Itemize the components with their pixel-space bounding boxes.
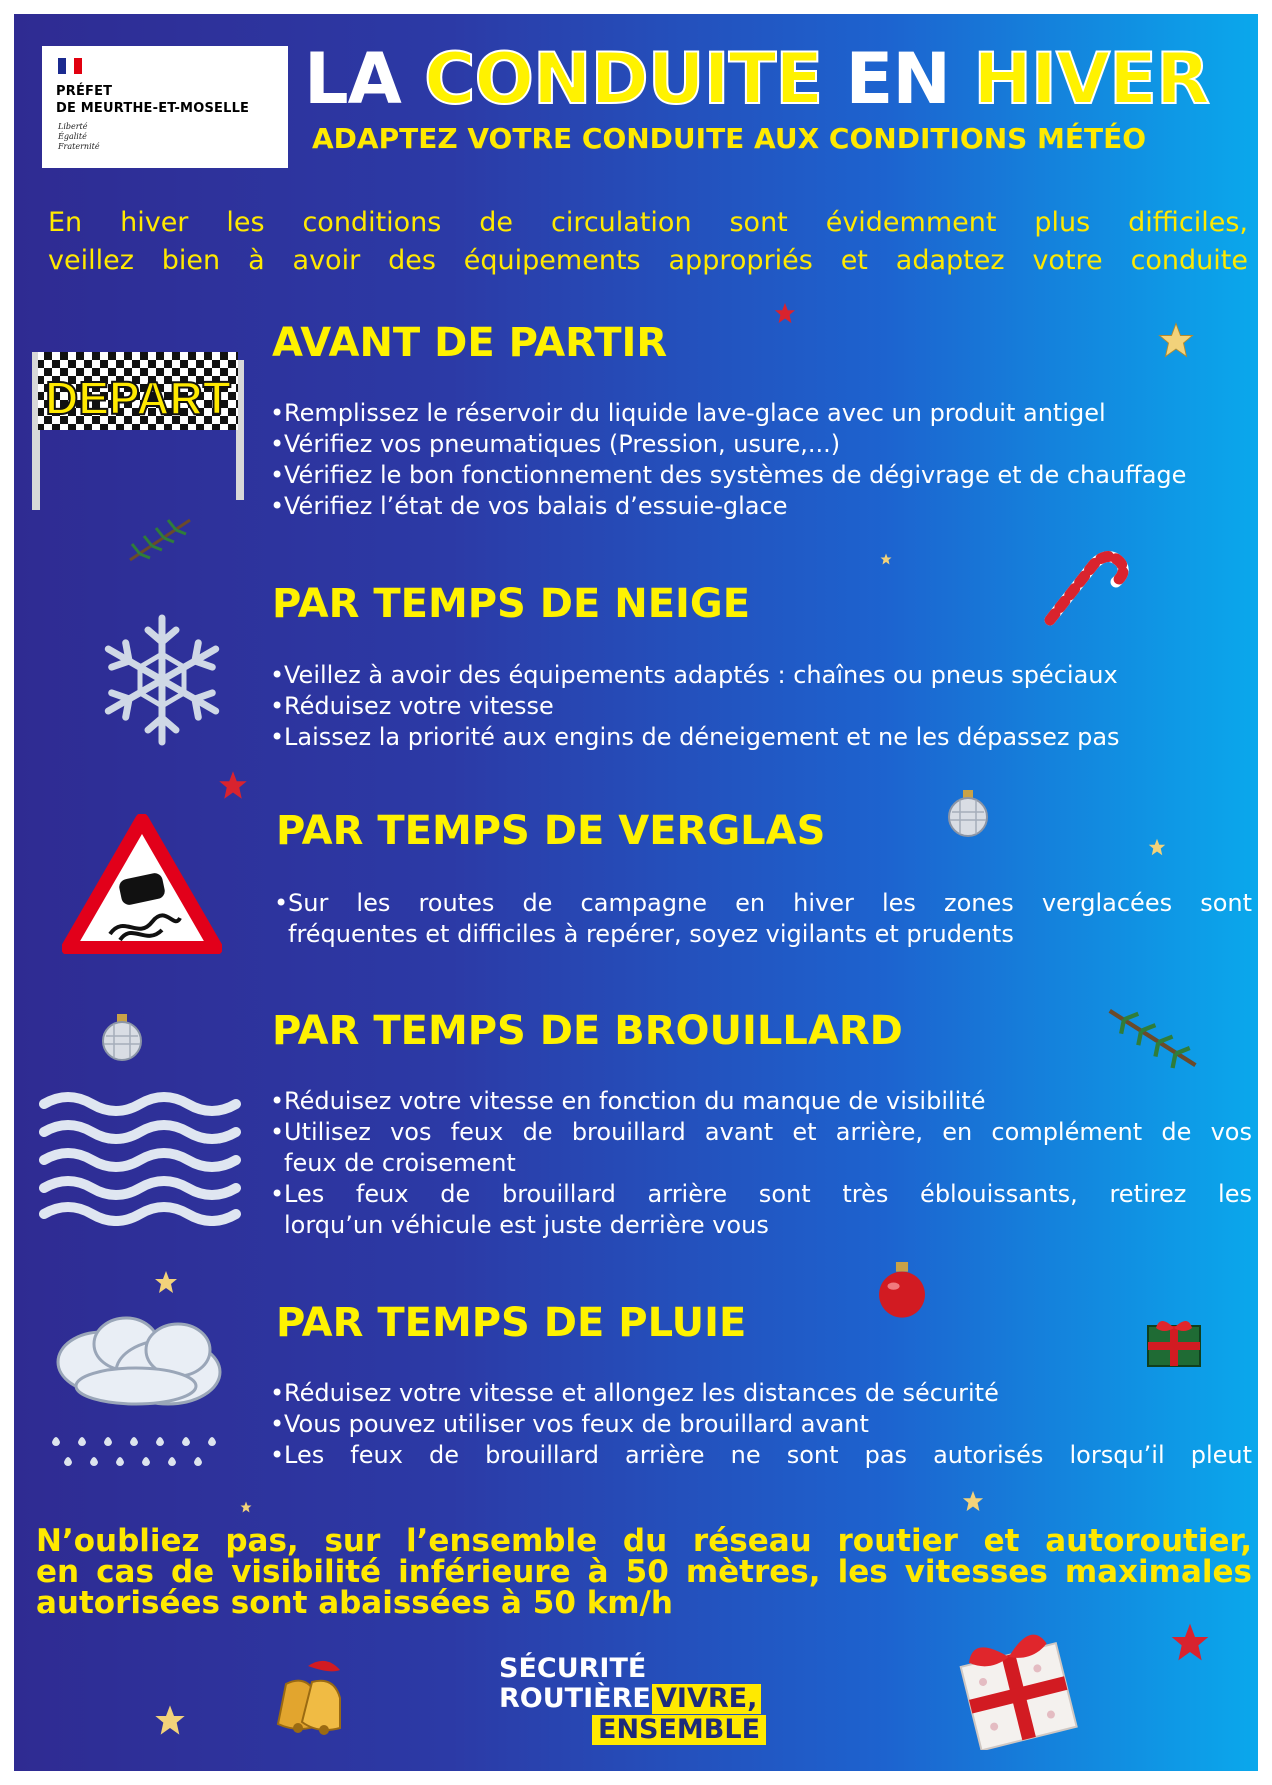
list-item xyxy=(276,888,1252,950)
list-item: • Vous pouvez utiliser vos feux de brouillard avant xyxy=(272,1409,1252,1440)
section-bullets-pluie xyxy=(272,1378,1252,1471)
star-icon xyxy=(880,550,892,569)
list-item xyxy=(272,1117,1252,1179)
list-item-line-1: Réduisez votre vitesse en fonction du manque de visibilité xyxy=(284,1087,986,1115)
speed-reminder xyxy=(36,1523,1252,1621)
gift-icon xyxy=(952,1630,1082,1754)
fir-branch-icon xyxy=(1104,998,1204,1082)
page-subtitle: ADAPTEZ VOTRE CONDUITE AUX CONDITIONS MÉTÉO xyxy=(312,122,1147,155)
candy-cane-icon xyxy=(1042,548,1132,632)
prefecture-logo xyxy=(42,46,288,168)
title-part-1: LA xyxy=(304,38,425,120)
snowflake-icon xyxy=(92,610,232,754)
list-item: • Veillez à avoir des équipements adaptés : chaînes ou pneus spéciaux xyxy=(272,660,1252,691)
fir-branch-icon xyxy=(126,514,196,568)
fog-icon xyxy=(38,1086,248,1230)
intro-line-2: veillez bien à avoir des équipements appropriés et adaptez votre conduite xyxy=(48,245,1248,276)
sr-ensemble: ENSEMBLE xyxy=(592,1715,766,1745)
title-part-2: EN xyxy=(822,38,974,120)
star-icon xyxy=(774,302,796,328)
list-item: • Vérifiez le bon fonctionnement des systèmes de dégivrage et de chauffage xyxy=(272,460,1252,491)
section-title-verglas: PAR TEMPS DE VERGLAS xyxy=(276,808,826,854)
list-item-line-2: feux de croisement xyxy=(284,1149,516,1177)
section-bullets-verglas xyxy=(276,888,1252,950)
list-item: • Vérifiez vos pneumatiques (Pression, usure,...) xyxy=(272,429,1252,460)
sr-vivre: VIVRE, xyxy=(652,1684,761,1714)
list-item: • Remplissez le réservoir du liquide lave-glace avec un produit antigel xyxy=(272,398,1252,429)
logo-motto-1: Liberté xyxy=(58,122,88,131)
star-icon xyxy=(240,1498,252,1517)
list-item-line-1: Sur les routes de campagne en hiver les zones verglacées sont xyxy=(288,889,1252,917)
rain-cloud-icon xyxy=(40,1310,240,1474)
title-highlight-2: HIVER xyxy=(973,38,1209,120)
star-icon xyxy=(1170,1622,1210,1666)
depart-banner-icon xyxy=(28,352,253,516)
list-item-line-2: fréquentes et difficiles à repérer, soyez vigilants et prudents xyxy=(288,920,1014,948)
logo-motto-3: Fraternité xyxy=(58,142,100,151)
section-title-neige: PAR TEMPS DE NEIGE xyxy=(272,581,751,627)
sr-line-2: ROUTIÈRE xyxy=(499,1683,651,1714)
section-bullets-neige xyxy=(272,660,1252,753)
list-item xyxy=(272,1086,1252,1117)
star-icon xyxy=(154,1270,178,1298)
section-title-avant-de-partir: AVANT DE PARTIR xyxy=(272,320,668,366)
intro-line-1: En hiver les conditions de circulation sont évidemment plus difficiles, xyxy=(48,207,1248,238)
title-highlight-1: CONDUITE xyxy=(424,38,823,120)
list-item xyxy=(272,1179,1252,1241)
list-item: • Vérifiez l’état de vos balais d’essuie-glace xyxy=(272,491,1252,522)
slippery-road-sign-icon xyxy=(62,814,222,958)
list-item: • Réduisez votre vitesse et allongez les distances de sécurité xyxy=(272,1378,1252,1409)
bauble-icon xyxy=(874,1262,930,1324)
gift-icon xyxy=(1144,1316,1204,1374)
logo-line-1: PRÉFET xyxy=(56,84,113,99)
poster xyxy=(14,14,1258,1771)
logo-motto-2: Égalité xyxy=(58,132,87,141)
page-title xyxy=(304,38,1209,120)
list-item: • Laissez la priorité aux engins de déneigement et ne les dépassez pas xyxy=(272,722,1252,753)
list-item-line-1: Utilisez vos feux de brouillard avant et arrière, en complément de vos xyxy=(284,1118,1252,1146)
star-icon xyxy=(154,1704,186,1740)
logo-line-2: DE MEURTHE-ET-MOSELLE xyxy=(56,101,250,116)
reminder-line-3: autorisées sont abaissées à 50 km/h xyxy=(36,1585,673,1621)
depart-label: DEPART xyxy=(45,372,231,424)
bauble-icon xyxy=(946,790,990,842)
star-icon xyxy=(962,1490,984,1516)
marianne-flag-icon xyxy=(58,58,82,74)
bells-icon xyxy=(268,1654,358,1748)
section-bullets-avant-de-partir xyxy=(272,398,1252,522)
reminder-line-2: en cas de visibilité inférieure à 50 mètres, les vitesses maximales xyxy=(36,1554,1252,1590)
star-icon xyxy=(1158,322,1194,362)
star-icon xyxy=(1148,838,1166,860)
list-item: • Les feux de brouillard arrière ne sont pas autorisés lorsqu’il pleut xyxy=(272,1440,1252,1471)
section-title-brouillard: PAR TEMPS DE BROUILLARD xyxy=(272,1008,903,1054)
intro-text xyxy=(48,204,1248,280)
section-title-pluie: PAR TEMPS DE PLUIE xyxy=(276,1300,747,1346)
section-bullets-brouillard xyxy=(272,1086,1252,1241)
list-item: • Réduisez votre vitesse xyxy=(272,691,1252,722)
list-item-line-2: lorqu’un véhicule est juste derrière vous xyxy=(284,1211,769,1239)
sr-line-1: SÉCURITÉ xyxy=(499,1653,647,1684)
star-icon xyxy=(218,770,248,804)
reminder-line-1: N’oubliez pas, sur l’ensemble du réseau routier et autoroutier, xyxy=(36,1523,1252,1559)
list-item-line-1: Les feux de brouillard arrière sont très éblouissants, retirez les xyxy=(284,1180,1252,1208)
bauble-icon xyxy=(100,1014,144,1066)
